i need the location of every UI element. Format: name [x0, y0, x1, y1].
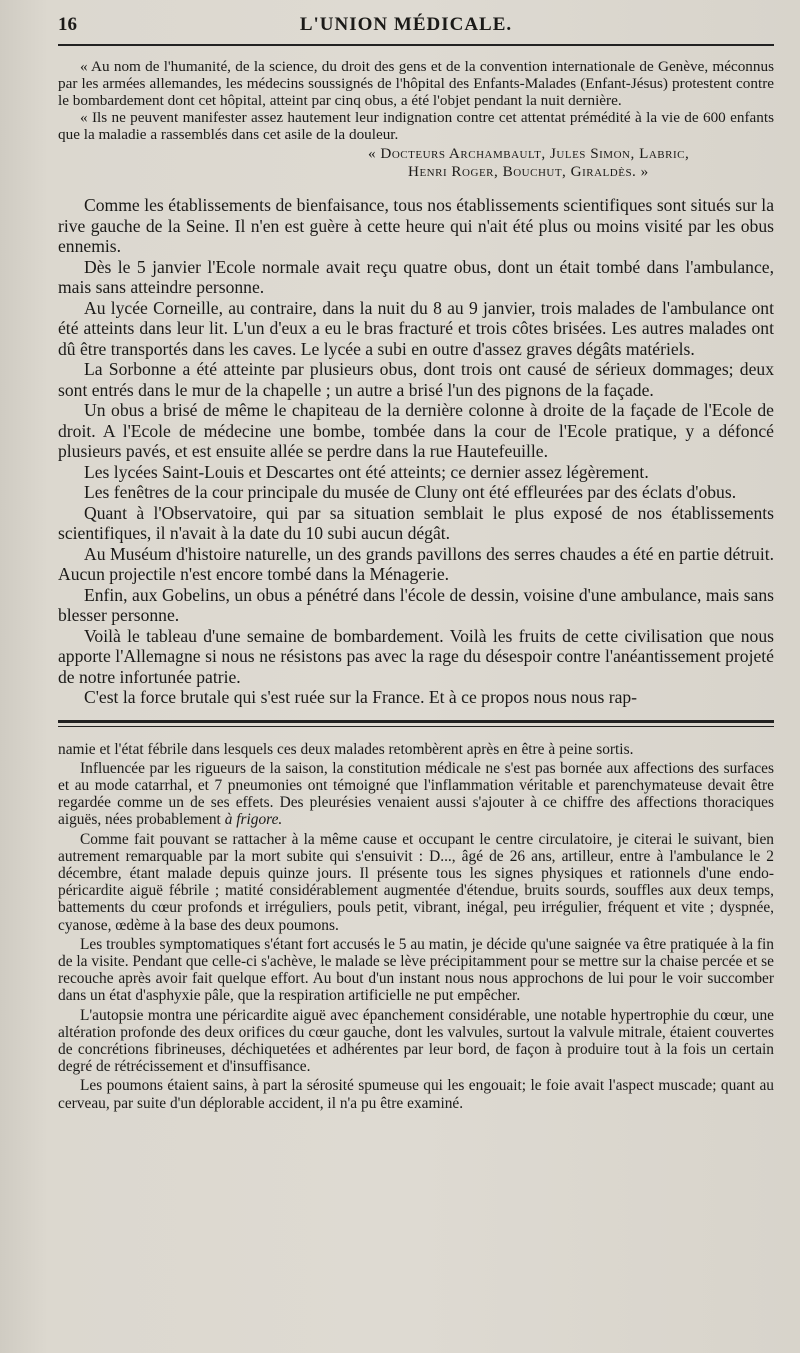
feuilleton-paragraph	[58, 760, 774, 829]
section-divider	[58, 720, 774, 727]
main-paragraph: Un obus a brisé de même le chapiteau de la dernière colonne à droite de la façade de l'Ecole de droit. A l'Ecole de médecine une bombe, tombée dans la cour de l'Ecole pratique, y a défoncé plusieurs pavés, et est ensuite allée se perdre dans la rue Hautefeuille.	[58, 400, 774, 461]
protest-quote	[58, 58, 774, 143]
main-paragraph: La Sorbonne a été atteinte par plusieurs obus, dont trois ont causé de sérieux dommages; deux sont entrés dans le mur de la chapelle ; un autre a brisé l'un des pignons de la façade.	[58, 359, 774, 400]
main-paragraph: C'est la force brutale qui s'est ruée sur la France. Et à ce propos nous nous rap-	[84, 687, 638, 707]
feuilleton-article	[58, 741, 774, 1112]
page-header	[58, 14, 774, 46]
main-paragraph: Quant à l'Observatoire, qui par sa situation semblait le plus exposé de nos établissements scientifiques, il n'avait à la date du 10 subi aucun dégât.	[58, 502, 774, 543]
journal-title: L'UNION MÉDICALE.	[299, 14, 513, 35]
signature-line-2: Henri Roger, Bouchut, Giraldès. »	[408, 163, 649, 180]
feuilleton-text: Influencée par les rigueurs de la saison, la constitution médicale ne s'est pas bornée aux affections des surfaces et au mode catarrhal, et 7 pneumonies ont témoigné que l'inflammation véritable et parenchymateuse devait être regardée comme un de ses effets. Des pleurésies venaient aussi s'ajouter à ce chiffre des affections thoraciques aiguës, nées probablement	[58, 759, 774, 829]
main-paragraph: Les fenêtres de la cour principale du musée de Cluny ont été effleurées par des éclats d'obus.	[84, 482, 737, 502]
main-paragraph: Les lycées Saint-Louis et Descartes ont été atteints; ce dernier assez légèrement.	[84, 461, 649, 482]
main-article	[58, 195, 774, 708]
feuilleton-paragraph: Les poumons étaient sains, à part la sérosité spumeuse qui les engouait; le foie avait l'aspect muscade; quant au cerveau, par suite d'un déplorable accident, il n'a pu être examiné.	[58, 1077, 774, 1112]
feuilleton-paragraph: Comme fait pouvant se rattacher à la même cause et occupant le centre circulatoire, je citerai le suivant, bien autrement remarquable par la mort subite qui s'ensuivit : D..., âgé de 26 ans, artilleur, entre à l'ambulance le 2 décembre, étant malade depuis quinze jours. Il présente tous les signes physiques et rationnels d'une endo-péricardite aiguë fébrile ; matité considérablement augmentée d'étendue, bruits sourds, souffles aux deux temps, battements du cœur profonds et irréguliers, pouls petit, vibrant, inégal, peu irrégulier, fréquent et vite ; dyspnée, cyanose, œdème à la base des deux poumons.	[58, 830, 774, 934]
main-paragraph: Enfin, aux Gobelins, un obus a pénétré dans l'école de dessin, voisine d'une ambulance, mais sans blesser personne.	[58, 584, 774, 625]
signature-line-1: « Docteurs Archambault, Jules Simon, Labric,	[368, 145, 690, 162]
feuilleton-italic-text: à frigore.	[224, 811, 283, 829]
protest-paragraph-2: « Ils ne peuvent manifester assez hautement leur indignation contre cet attentat prémédité à la vie de 600 enfants que la maladie a rassemblés dans cet asile de la douleur.	[58, 109, 774, 143]
feuilleton-paragraph: Les troubles symptomatiques s'étant fort accusés le 5 au matin, je décide qu'une saignée va être pratiquée à la fin de la visite. Pendant que celle-ci s'achève, le malade se lève précipitamment pour se mettre sur la chaise percée et se recouche après avoir fait quelque effort. Au bout d'un instant nous nous approchons de lui pour le voir succomber dans un état d'asphyxie pâle, que la respiration artificielle ne put empêcher.	[58, 935, 774, 1005]
feuilleton-paragraph: namie et l'état fébrile dans lesquels ces deux malades retombèrent après en être à peine sortis.	[58, 740, 634, 758]
main-paragraph: Voilà le tableau d'une semaine de bombardement. Voilà les fruits de cette civilisation que nous apporte l'Allemagne si nous ne résistons pas avec la rage du désespoir contre l'anéantissement projeté de notre infortunée patrie.	[58, 625, 774, 687]
main-paragraph: Dès le 5 janvier l'Ecole normale avait reçu quatre obus, dont un était tombé dans l'ambulance, mais sans atteindre personne.	[58, 256, 774, 297]
main-paragraph: Au Muséum d'histoire naturelle, un des grands pavillons des serres chaudes a été en partie détruit. Aucun projectile n'est encore tombé dans la Ménagerie.	[58, 543, 774, 584]
page-number: 16	[58, 14, 77, 35]
protest-paragraph-1: « Au nom de l'humanité, de la science, du droit des gens et de la convention internationale de Genève, méconnus par les armées allemandes, les médecins soussignés de l'hôpital des Enfants-Malades (Enfant-Jésus) protestent contre le bombardement dont cet hôpital, atteint par cinq obus, a été l'objet pendant la nuit dernière.	[58, 58, 774, 109]
feuilleton-paragraph: L'autopsie montra une péricardite aiguë avec épanchement considérable, une notable hypertrophie du cœur, une altération profonde des deux orifices du cœur gauche, dont les valvules, surtout la valvule mitrale, étaient couvertes de concrétions fibrineuses, déchiquetées et adhérentes par leur bord, de façon à produire tout à la fois un certain degré de rétrécissement et d'insuffisance.	[58, 1006, 774, 1076]
main-paragraph: Au lycée Corneille, au contraire, dans la nuit du 8 au 9 janvier, trois malades de l'ambulance ont été atteints dans leur lit. L'un d'eux a eu le bras fracturé et trois côtes brisées. Les autres malades ont dû être transportés dans les caves. Le lycée a subi en outre d'assez graves dégâts matériels.	[58, 297, 774, 359]
main-paragraph: Comme les établissements de bienfaisance, tous nos établissements scientifiques sont situés sur la rive gauche de la Seine. Il n'en est guère à cette heure qui n'ait été plus ou moins visité par les obus ennemis.	[58, 195, 774, 256]
protest-signature	[58, 145, 774, 181]
